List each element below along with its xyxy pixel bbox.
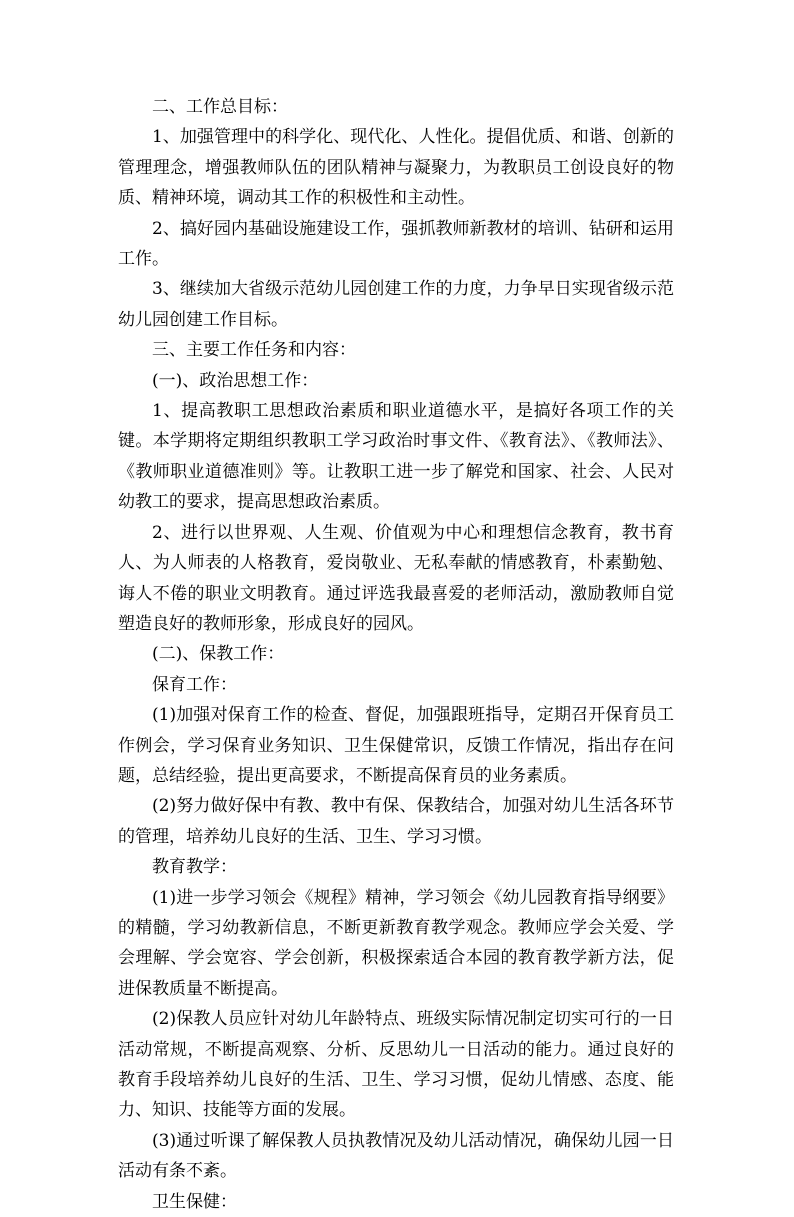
- paragraph: 2、搞好园内基础设施建设工作，强抓教师新教材的培训、钻研和运用工作。: [118, 218, 674, 270]
- paragraph: (2)保教人员应针对幼儿年龄特点、班级实际情况制定切实可行的一日活动常规，不断提高观察、分析、反思幼儿一日活动的能力。通过良好的教育手段培养幼儿良好的生活、卫生、学习习惯，促幼儿情感、态度、能力、知识、技能等方面的发展。: [118, 1009, 674, 1121]
- section-heading-main-tasks: 三、主要工作任务和内容：: [152, 340, 356, 361]
- paragraph: (1)加强对保育工作的检查、督促，加强跟班指导，定期召开保育员工作例会，学习保育业务知识、卫生保健常识，反馈工作情况，指出存在问题，总结经验，提出更高要求，不断提高保育员的业务素质。: [118, 705, 674, 786]
- topic-heading-care: 保育工作：: [152, 674, 237, 695]
- paragraph: (2)努力做好保中有教、教中有保、保教结合，加强对幼儿生活各环节的管理，培养幼儿良好的生活、卫生、学习习惯。: [118, 796, 674, 847]
- paragraph: (1)进一步学习领会《规程》精神，学习领会《幼儿园教育指导纲要》的精髓，学习幼教新信息，不断更新教育教学观念。教师应学会关爱、学会理解、学会宽容、学会创新，积极探索适合本园的教育教学新方法，促进保教质量不断提高。: [118, 887, 674, 999]
- paragraph: 1、提高教职工思想政治素质和职业道德水平，是搞好各项工作的关键。本学期将定期组织教职工学习政治时事文件、《教育法》、《教师法》、《教师职业道德准则》等。让教职工进一步了解党和国家、社会、人民对幼教工的要求，提高思想政治素质。: [118, 401, 674, 513]
- paragraph: (3)通过听课了解保教人员执教情况及幼儿活动情况，确保幼儿园一日活动有条不紊。: [118, 1130, 674, 1182]
- document-body: [118, 92, 674, 1217]
- paragraph: 1、加强管理中的科学化、现代化、人性化。提倡优质、和谐、创新的管理理念，增强教师队伍的团队精神与凝聚力，为教职员工创设良好的物质、精神环境，调动其工作的积极性和主动性。: [118, 127, 674, 209]
- subsection-heading-care-education: (二)、保教工作：: [152, 644, 285, 665]
- topic-heading-teaching: 教育教学：: [152, 857, 237, 878]
- section-heading-overall-goals: 二、工作总目标：: [152, 97, 288, 117]
- paragraph: 3、继续加大省级示范幼儿园创建工作的力度，力争早日实现省级示范幼儿园创建工作目标。: [118, 279, 674, 330]
- paragraph: 2、进行以世界观、人生观、价值观为中心和理想信念教育，教书育人、为人师表的人格教育，爱岗敬业、无私奉献的情感教育，朴素勤勉、诲人不倦的职业文明教育。通过评选我最喜爱的老师活动，激励教师自觉塑造良好的教师形象，形成良好的园风。: [118, 522, 674, 634]
- subsection-heading-political: (一)、政治思想工作：: [152, 370, 319, 391]
- topic-heading-health: 卫生保健：: [152, 1191, 237, 1212]
